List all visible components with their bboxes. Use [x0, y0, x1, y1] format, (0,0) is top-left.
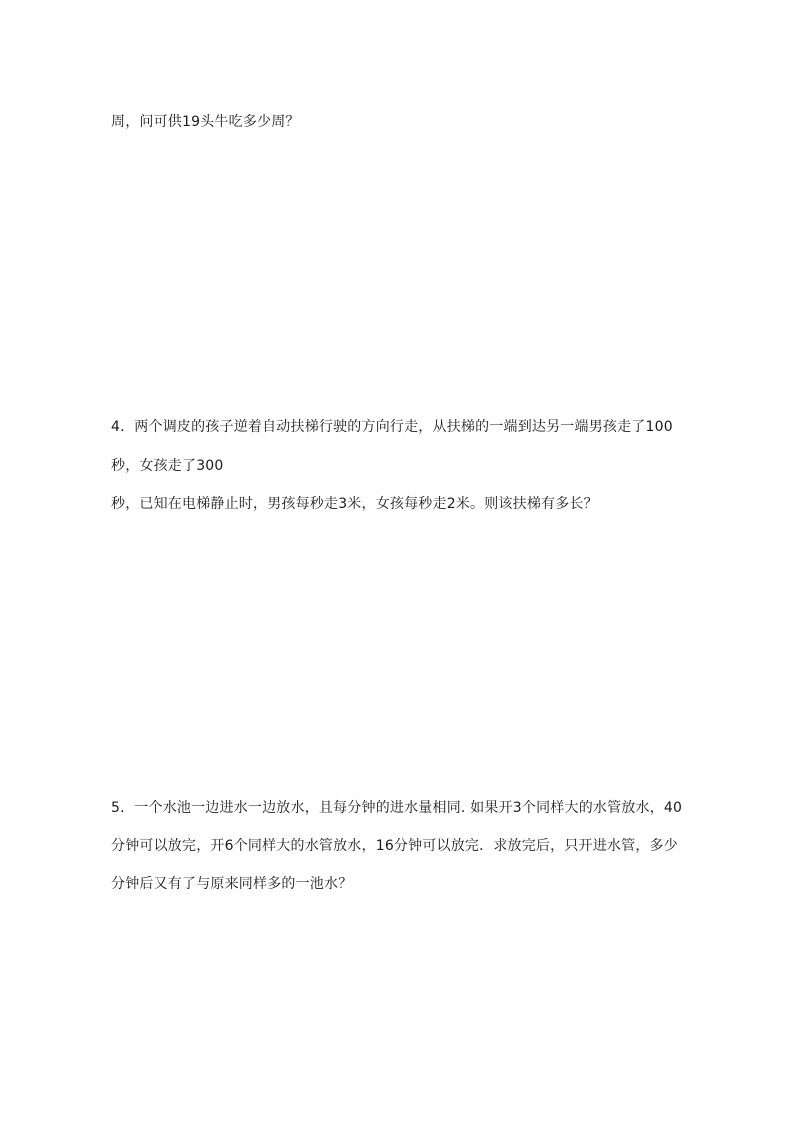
problem-5-line-1: 5．一个水池一边进水一边放水，且每分钟的进水量相同. 如果开3个同样大的水管放水，40	[111, 800, 683, 816]
problem-5-line-2: 分钟可以放完，开6个同样大的水管放水，16分钟可以放完．求放完后，只开进水管，多少	[111, 838, 678, 854]
problem-4-line-3: 秒，已知在电梯静止时，男孩每秒走3米，女孩每秒走2米。则该扶梯有多长？	[111, 496, 598, 512]
problem-5-line-3: 分钟后又有了与原来同样多的一池水？	[111, 876, 353, 892]
problem-4-line-2: 秒，女孩走了300	[111, 458, 224, 474]
problem-4-line-1: 4．两个调皮的孩子逆着自动扶梯行驶的方向行走，从扶梯的一端到达另一端男孩走了100	[111, 419, 673, 435]
problem-3-continuation: 周，问可供19头牛吃多少周？	[111, 114, 300, 130]
